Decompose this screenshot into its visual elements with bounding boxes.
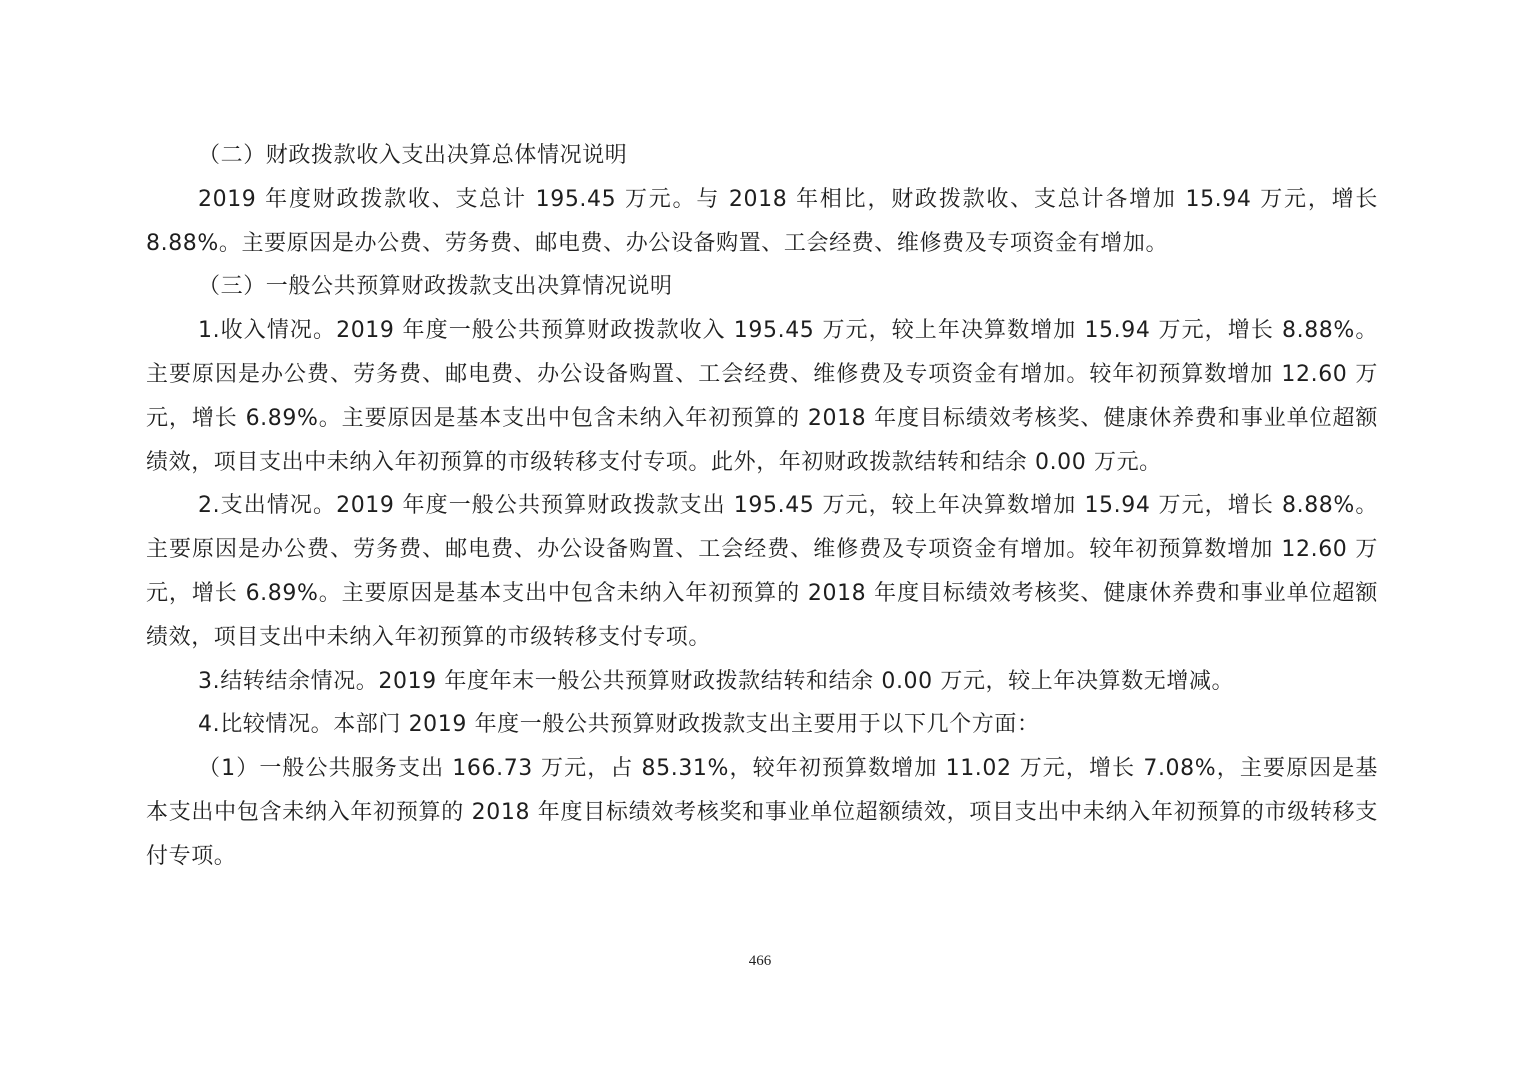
section-heading-2: （二）财政拨款收入支出决算总体情况说明 [198, 143, 628, 168]
document-body [146, 134, 1378, 879]
paragraph-total-overview: 2019 年度财政拨款收、支总计 195.45 万元。与 2018 年相比，财政拨款收、支总计各增加 15.94 万元，增长 8.88%。主要原因是办公费、劳务费、邮电费、办公设备购置、工会经费、维修费及专项资金有增加。 [146, 186, 1378, 256]
paragraph-comparison: 4.比较情况。本部门 2019 年度一般公共预算财政拨款支出主要用于以下几个方面： [198, 712, 1040, 738]
paragraph-comparison-item-1: （1）一般公共服务支出 166.73 万元，占 85.31%，较年初预算数增加 11.02 万元，增长 7.08%，主要原因是基本支出中包含未纳入年初预算的 2018 年度目标绩效考核奖和事业单位超额绩效，项目支出中未纳入年初预算的市级转移支付专项。 [146, 756, 1378, 869]
paragraph-expenditure: 2.支出情况。2019 年度一般公共预算财政拨款支出 195.45 万元，较上年决算数增加 15.94 万元，增长 8.88%。主要原因是办公费、劳务费、邮电费、办公设备购置、工会经费、维修费及专项资金有增加。较年初预算数增加 12.60 万元，增长 6.89%。主要原因是基本支出中包含未纳入年初预算的 2018 年度目标绩效考核奖、健康休养费和事业单位超额绩效，项目支出中未纳入年初预算的市级转移支付专项。 [146, 493, 1378, 650]
paragraph-carryover: 3.结转结余情况。2019 年度年末一般公共预算财政拨款结转和结余 0.00 万元，较上年决算数无增减。 [198, 668, 1235, 694]
section-heading-3: （三）一般公共预算财政拨款支出决算情况说明 [198, 274, 673, 300]
page-number: 466 [748, 953, 772, 969]
paragraph-income: 1.收入情况。2019 年度一般公共预算财政拨款收入 195.45 万元，较上年决算数增加 15.94 万元，增长 8.88%。主要原因是办公费、劳务费、邮电费、办公设备购置、工会经费、维修费及专项资金有增加。较年初预算数增加 12.60 万元，增长 6.89%。主要原因是基本支出中包含未纳入年初预算的 2018 年度目标绩效考核奖、健康休养费和事业单位超额绩效，项目支出中未纳入年初预算的市级转移支付专项。此外，年初财政拨款结转和结余 0.00 万元。 [146, 318, 1378, 475]
